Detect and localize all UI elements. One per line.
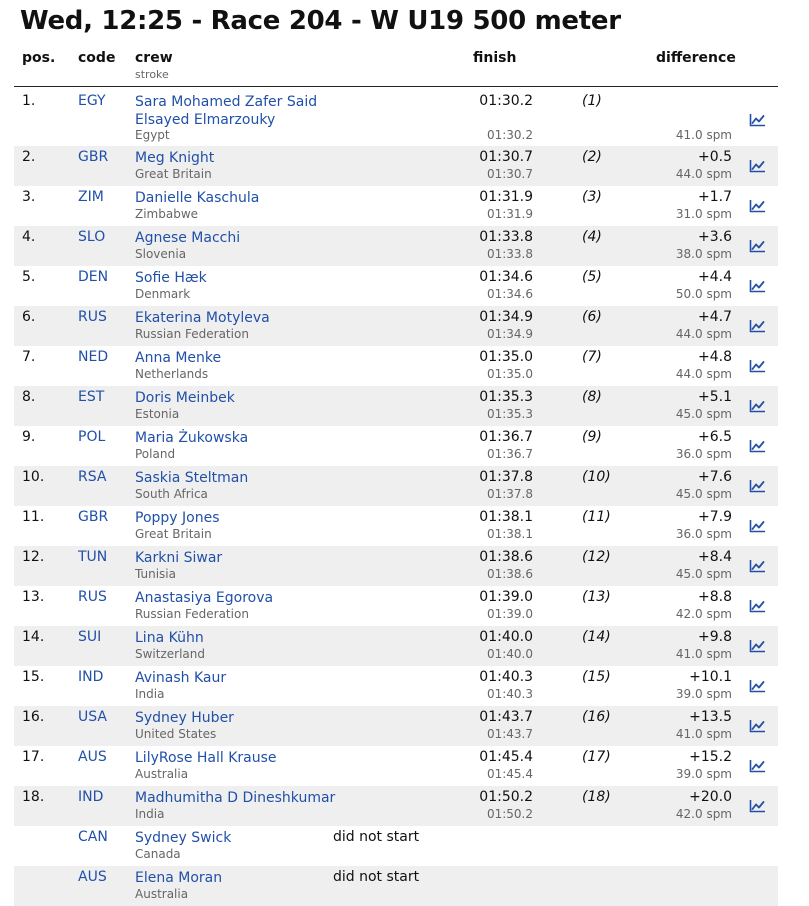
- line-chart-icon[interactable]: [749, 798, 766, 812]
- table-row: [14, 506, 778, 546]
- crew-name-link[interactable]: [135, 869, 222, 887]
- finish-time: 01:35.3: [479, 389, 533, 405]
- country-code-link[interactable]: AUS: [78, 869, 107, 885]
- time-difference: +15.2: [689, 749, 732, 765]
- time-difference: +4.8: [698, 349, 732, 365]
- crew-country: Zimbabwe: [135, 207, 199, 221]
- finish-split: 01:30.7: [486, 167, 533, 181]
- rank: (13): [582, 589, 611, 605]
- finish-split: 01:30.2: [486, 128, 533, 142]
- finish-time: 01:40.0: [479, 629, 533, 645]
- position: 11.: [22, 509, 45, 525]
- crew-name: LilyRose Hall Krause: [135, 750, 277, 766]
- table-row: [14, 186, 778, 226]
- rank: (14): [582, 629, 611, 645]
- finish-time: 01:50.2: [479, 789, 533, 805]
- finish-split: 01:34.6: [486, 287, 533, 301]
- finish-time: 01:45.4: [479, 749, 533, 765]
- country-code-link[interactable]: IND: [78, 669, 104, 685]
- finish-split: 01:35.3: [486, 407, 533, 421]
- crew-name: Elena Moran: [135, 870, 223, 886]
- time-difference: +5.1: [698, 389, 732, 405]
- position: 15.: [22, 669, 45, 685]
- rank: (10): [582, 469, 611, 485]
- country-code-link[interactable]: GBR: [78, 149, 109, 165]
- position: 1.: [22, 93, 36, 109]
- column-stroke: stroke: [135, 68, 169, 81]
- position: 16.: [22, 709, 45, 725]
- finish-split: 01:34.9: [486, 327, 533, 341]
- table-row-dns: [14, 866, 778, 906]
- finish-time: 01:30.2: [479, 93, 533, 109]
- crew-name-link[interactable]: [135, 389, 235, 407]
- country-code-link[interactable]: POL: [78, 429, 106, 445]
- crew-name-link[interactable]: [135, 589, 273, 607]
- crew-name-link[interactable]: [135, 269, 207, 287]
- finish-time: 01:39.0: [479, 589, 533, 605]
- stroke-rate: 39.0 spm: [675, 767, 732, 781]
- line-chart-icon[interactable]: [749, 238, 766, 252]
- finish-time: 01:37.8: [479, 469, 533, 485]
- table-row: [14, 306, 778, 346]
- time-difference: +4.4: [698, 269, 732, 285]
- table-row: [14, 546, 778, 586]
- column-code: code: [78, 50, 116, 66]
- crew-country: Tunisia: [135, 567, 176, 581]
- crew-name: Sydney Swick: [135, 830, 232, 846]
- time-difference: +0.5: [698, 149, 732, 165]
- line-chart-icon[interactable]: [749, 598, 766, 612]
- crew-name: Ekaterina Motyleva: [135, 310, 270, 326]
- finish-time: 01:33.8: [479, 229, 533, 245]
- table-header: [14, 46, 778, 87]
- rank: (8): [582, 389, 602, 405]
- line-chart-icon[interactable]: [749, 718, 766, 732]
- finish-time: 01:34.9: [479, 309, 533, 325]
- crew-name-line-2: Elsayed Elmarzouky: [135, 112, 276, 128]
- table-row: [14, 466, 778, 506]
- country-code-link[interactable]: RUS: [78, 309, 107, 325]
- crew-name-link[interactable]: [135, 229, 240, 247]
- crew-country: Poland: [135, 447, 176, 461]
- stroke-rate: 36.0 spm: [675, 527, 732, 541]
- rank: (4): [582, 229, 602, 245]
- table-row: [14, 146, 778, 186]
- table-row: [14, 266, 778, 306]
- finish-split: 01:35.0: [486, 367, 533, 381]
- crew-name: Anna Menke: [135, 350, 222, 366]
- crew-country: Australia: [135, 887, 189, 901]
- crew-country: Russian Federation: [135, 607, 249, 621]
- table-row: [14, 90, 778, 146]
- time-difference: +6.5: [698, 429, 732, 445]
- crew-name-link[interactable]: [135, 789, 335, 807]
- stroke-rate: 45.0 spm: [675, 407, 732, 421]
- crew-country: Netherlands: [135, 367, 209, 381]
- time-difference: +13.5: [689, 709, 732, 725]
- crew-country: India: [135, 807, 165, 821]
- finish-split: 01:37.8: [486, 487, 533, 501]
- crew-name-link[interactable]: [135, 349, 221, 367]
- finish-split: 01:43.7: [486, 727, 533, 741]
- table-row: [14, 706, 778, 746]
- crew-country: Canada: [135, 847, 181, 861]
- stroke-rate: 42.0 spm: [675, 607, 732, 621]
- line-chart-icon[interactable]: [749, 358, 766, 372]
- country-code-link[interactable]: DEN: [78, 269, 109, 285]
- stroke-rate: 42.0 spm: [675, 807, 732, 821]
- crew-name: Anastasiya Egorova: [135, 590, 274, 606]
- table-row: [14, 746, 778, 786]
- rank: (16): [582, 709, 611, 725]
- finish-time: 01:30.7: [479, 149, 533, 165]
- position: 10.: [22, 469, 45, 485]
- time-difference: +4.7: [698, 309, 732, 325]
- crew-name: Karkni Siwar: [135, 550, 223, 566]
- country-code-link[interactable]: RSA: [78, 469, 107, 485]
- position: 8.: [22, 389, 36, 405]
- crew-country: Australia: [135, 767, 189, 781]
- crew-name-link[interactable]: [135, 629, 204, 647]
- finish-time: 01:36.7: [479, 429, 533, 445]
- line-chart-icon[interactable]: [749, 198, 766, 212]
- crew-name: Sydney Huber: [135, 710, 234, 726]
- crew-country: Slovenia: [135, 247, 187, 261]
- crew-country: Estonia: [135, 407, 180, 421]
- position: 17.: [22, 749, 45, 765]
- column-finish: finish: [473, 50, 517, 66]
- table-row: [14, 226, 778, 266]
- finish-split: 01:33.8: [486, 247, 533, 261]
- country-code-link[interactable]: SUI: [78, 629, 102, 645]
- column-crew: crew: [135, 50, 173, 66]
- time-difference: +8.4: [698, 549, 732, 565]
- crew-name: Maria Żukowska: [135, 430, 249, 446]
- stroke-rate: 50.0 spm: [675, 287, 732, 301]
- crew-name: Doris Meinbek: [135, 390, 235, 406]
- time-difference: +9.8: [698, 629, 732, 645]
- stroke-rate: 41.0 spm: [675, 727, 732, 741]
- rank: (11): [582, 509, 611, 525]
- stroke-rate: 44.0 spm: [675, 367, 732, 381]
- country-code-link[interactable]: CAN: [78, 829, 108, 845]
- finish-split: 01:36.7: [486, 447, 533, 461]
- finish-time: 01:35.0: [479, 349, 533, 365]
- time-difference: +10.1: [689, 669, 732, 685]
- line-chart-icon[interactable]: [749, 438, 766, 452]
- crew-name: Lina Kühn: [135, 630, 204, 646]
- finish-split: 01:38.6: [486, 567, 533, 581]
- crew-country: Denmark: [135, 287, 191, 301]
- stroke-rate: 41.0 spm: [675, 128, 732, 142]
- rank: (18): [582, 789, 611, 805]
- position: 9.: [22, 429, 36, 445]
- finish-time: 01:38.6: [479, 549, 533, 565]
- line-chart-icon[interactable]: [749, 158, 766, 172]
- position: 3.: [22, 189, 36, 205]
- crew-name-link[interactable]: [135, 669, 226, 687]
- crew-name: Sofie Hæk: [135, 270, 207, 286]
- stroke-rate: 41.0 spm: [675, 647, 732, 661]
- crew-name-link[interactable]: [135, 549, 222, 567]
- country-code-link[interactable]: ZIM: [78, 189, 104, 205]
- country-code-link[interactable]: SLO: [78, 229, 106, 245]
- crew-country: Great Britain: [135, 167, 212, 181]
- rank: (7): [582, 349, 602, 365]
- finish-split: 01:39.0: [486, 607, 533, 621]
- position: 18.: [22, 789, 45, 805]
- table-row: [14, 786, 778, 826]
- rank: (6): [582, 309, 602, 325]
- time-difference: +7.9: [698, 509, 732, 525]
- stroke-rate: 44.0 spm: [675, 327, 732, 341]
- finish-split: 01:31.9: [486, 207, 533, 221]
- rank: (5): [582, 269, 602, 285]
- stroke-rate: 45.0 spm: [675, 487, 732, 501]
- line-chart-icon[interactable]: [749, 398, 766, 412]
- country-code-link[interactable]: AUS: [78, 749, 107, 765]
- finish-time: 01:31.9: [479, 189, 533, 205]
- country-code-link[interactable]: RUS: [78, 589, 107, 605]
- crew-name: Madhumitha D Dineshkumar: [135, 790, 336, 806]
- rank: (1): [582, 93, 602, 109]
- results-table: [14, 46, 778, 906]
- time-difference: +3.6: [698, 229, 732, 245]
- table-row: [14, 626, 778, 666]
- time-difference: +7.6: [698, 469, 732, 485]
- crew-name: Sara Mohamed Zafer Said: [135, 94, 318, 110]
- crew-country: South Africa: [135, 487, 208, 501]
- country-code-link[interactable]: NED: [78, 349, 109, 365]
- column-difference: difference: [656, 50, 736, 66]
- finish-time: 01:38.1: [479, 509, 533, 525]
- crew-name: Saskia Steltman: [135, 470, 249, 486]
- stroke-rate: 38.0 spm: [675, 247, 732, 261]
- table-row-dns: [14, 826, 778, 866]
- crew-name-link[interactable]: [135, 469, 248, 487]
- position: 13.: [22, 589, 45, 605]
- crew-country: Russian Federation: [135, 327, 249, 341]
- country-code-link[interactable]: EST: [78, 389, 105, 405]
- finish-time: 01:43.7: [479, 709, 533, 725]
- line-chart-icon[interactable]: [749, 478, 766, 492]
- stroke-rate: 31.0 spm: [675, 207, 732, 221]
- table-row: [14, 386, 778, 426]
- results-body: [14, 90, 778, 906]
- table-row: [14, 666, 778, 706]
- line-chart-icon[interactable]: [749, 112, 766, 126]
- line-chart-icon[interactable]: [749, 638, 766, 652]
- stroke-rate: 44.0 spm: [675, 167, 732, 181]
- crew-name: Danielle Kaschula: [135, 190, 260, 206]
- position: 12.: [22, 549, 45, 565]
- line-chart-icon[interactable]: [749, 758, 766, 772]
- position: 4.: [22, 229, 36, 245]
- country-code-link[interactable]: GBR: [78, 509, 109, 525]
- table-row: [14, 586, 778, 626]
- finish-time: 01:34.6: [479, 269, 533, 285]
- line-chart-icon[interactable]: [749, 318, 766, 332]
- crew-country: Egypt: [135, 128, 170, 142]
- crew-name-link[interactable]: [135, 709, 234, 727]
- stroke-rate: 39.0 spm: [675, 687, 732, 701]
- finish-split: 01:50.2: [486, 807, 533, 821]
- crew-country: Great Britain: [135, 527, 212, 541]
- rank: (17): [582, 749, 611, 765]
- crew-name: Avinash Kaur: [135, 670, 227, 686]
- crew-country: United States: [135, 727, 217, 741]
- time-difference: +8.8: [698, 589, 732, 605]
- time-difference: +1.7: [698, 189, 732, 205]
- crew-name-link[interactable]: [135, 749, 277, 767]
- rank: (3): [582, 189, 602, 205]
- status-text: did not start: [333, 829, 420, 845]
- crew-name: Meg Knight: [135, 150, 215, 166]
- position: 5.: [22, 269, 36, 285]
- column-pos: pos.: [22, 50, 56, 66]
- page-title: Wed, 12:25 - Race 204 - W U19 500 meter: [20, 6, 621, 36]
- country-code-link[interactable]: EGY: [78, 93, 106, 109]
- crew-country: Switzerland: [135, 647, 205, 661]
- finish-split: 01:40.0: [486, 647, 533, 661]
- position: 6.: [22, 309, 36, 325]
- table-row: [14, 426, 778, 466]
- line-chart-icon[interactable]: [749, 278, 766, 292]
- position: 2.: [22, 149, 36, 165]
- rank: (2): [582, 149, 602, 165]
- line-chart-icon[interactable]: [749, 678, 766, 692]
- crew-name-link[interactable]: [135, 829, 231, 847]
- crew-name-link[interactable]: [135, 429, 248, 447]
- position: 7.: [22, 349, 36, 365]
- crew-name-link[interactable]: [135, 309, 270, 327]
- line-chart-icon[interactable]: [749, 518, 766, 532]
- rank: (12): [582, 549, 611, 565]
- rank: (9): [582, 429, 602, 445]
- stroke-rate: 36.0 spm: [675, 447, 732, 461]
- line-chart-icon[interactable]: [749, 558, 766, 572]
- crew-name-link[interactable]: [135, 149, 214, 167]
- finish-split: 01:40.3: [486, 687, 533, 701]
- crew-name-link[interactable]: [135, 189, 259, 207]
- finish-time: 01:40.3: [479, 669, 533, 685]
- crew-name: Agnese Macchi: [135, 230, 241, 246]
- table-row: [14, 346, 778, 386]
- country-code-link[interactable]: TUN: [78, 549, 108, 565]
- country-code-link[interactable]: USA: [78, 709, 107, 725]
- position: 14.: [22, 629, 45, 645]
- crew-country: India: [135, 687, 165, 701]
- status-text: did not start: [333, 869, 420, 885]
- country-code-link[interactable]: IND: [78, 789, 104, 805]
- finish-split: 01:45.4: [486, 767, 533, 781]
- crew-name-link[interactable]: [135, 93, 317, 129]
- rank: (15): [582, 669, 611, 685]
- time-difference: +20.0: [689, 789, 732, 805]
- crew-name: Poppy Jones: [135, 510, 220, 526]
- crew-name-link[interactable]: [135, 509, 220, 527]
- stroke-rate: 45.0 spm: [675, 567, 732, 581]
- finish-split: 01:38.1: [486, 527, 533, 541]
